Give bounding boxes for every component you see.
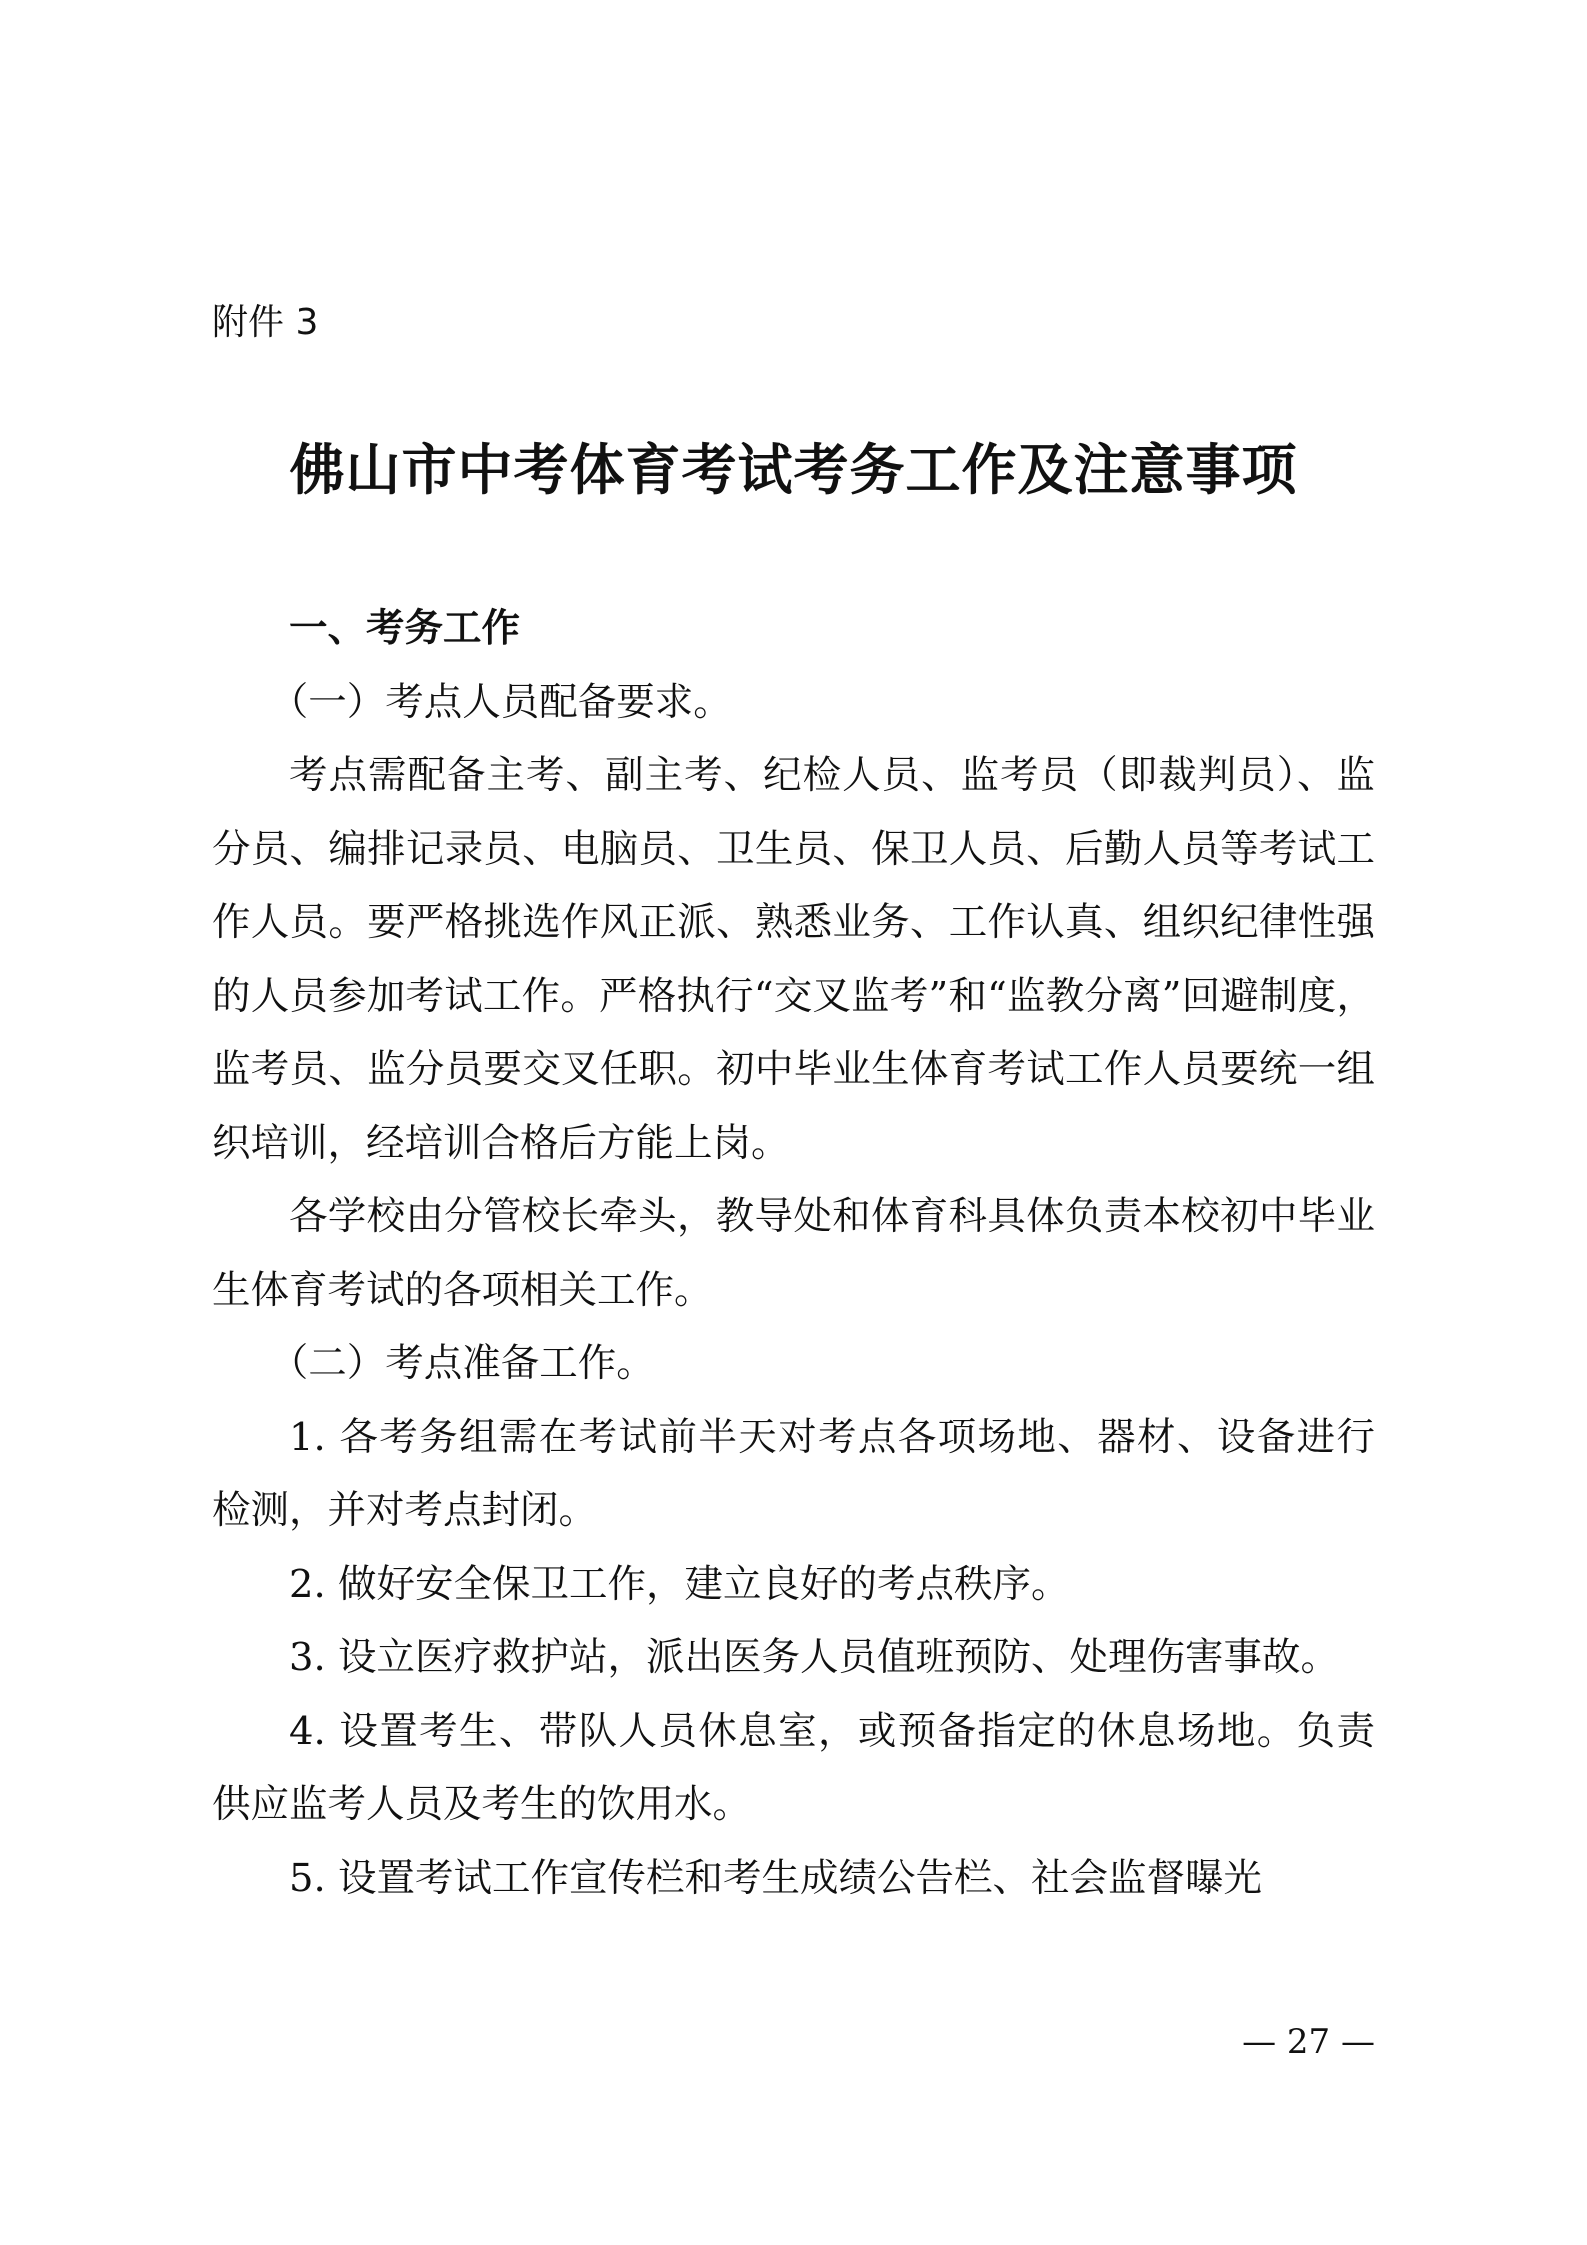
section-heading-1: 一、考务工作 xyxy=(289,606,521,651)
paragraph-staffing: 考点需配备主考、副主考、纪检人员、监考员（即裁判员）、监分员、编排记录员、电脑员、卫生员、保卫人员、后勤人员等考试工作人员。要严格挑选作风正派、熟悉业务、工作认真、组织纪律性强的人员参加考试工作。严格执行“交叉监考”和“监教分离”回避制度，监考员、监分员要交叉任职。初中毕业生体育考试工作人员要统一组织培训，经培训合格后方能上岗。 xyxy=(212,753,1375,1166)
document-body xyxy=(212,592,1375,1915)
subsection-heading-1: （一）考点人员配备要求。 xyxy=(269,679,732,725)
subsection-heading-2: （二）考点准备工作。 xyxy=(269,1341,655,1386)
list-item-3: 3. 设立医疗救护站，派出医务人员值班预防、处理伤害事故。 xyxy=(289,1635,1339,1680)
attachment-label: 附件 3 xyxy=(212,302,319,343)
list-item-1: 1. 各考务组需在考试前半天对考点各项场地、器材、设备进行检测，并对考点封闭。 xyxy=(212,1414,1375,1533)
list-item-2: 2. 做好安全保卫工作，建立良好的考点秩序。 xyxy=(289,1561,1070,1607)
paragraph-schools: 各学校由分管校长牵头，教导处和体育科具体负责本校初中毕业生体育考试的各项相关工作。 xyxy=(212,1194,1375,1313)
page-number: — 27 — xyxy=(1242,2022,1375,2062)
list-item-5: 5. 设置考试工作宣传栏和考生成绩公告栏、社会监督曝光 xyxy=(289,1855,1262,1901)
document-title: 佛山市中考体育考试考务工作及注意事项 xyxy=(289,437,1298,502)
list-item-4: 4. 设置考生、带队人员休息室，或预备指定的休息场地。负责供应监考人员及考生的饮用水。 xyxy=(212,1708,1375,1827)
